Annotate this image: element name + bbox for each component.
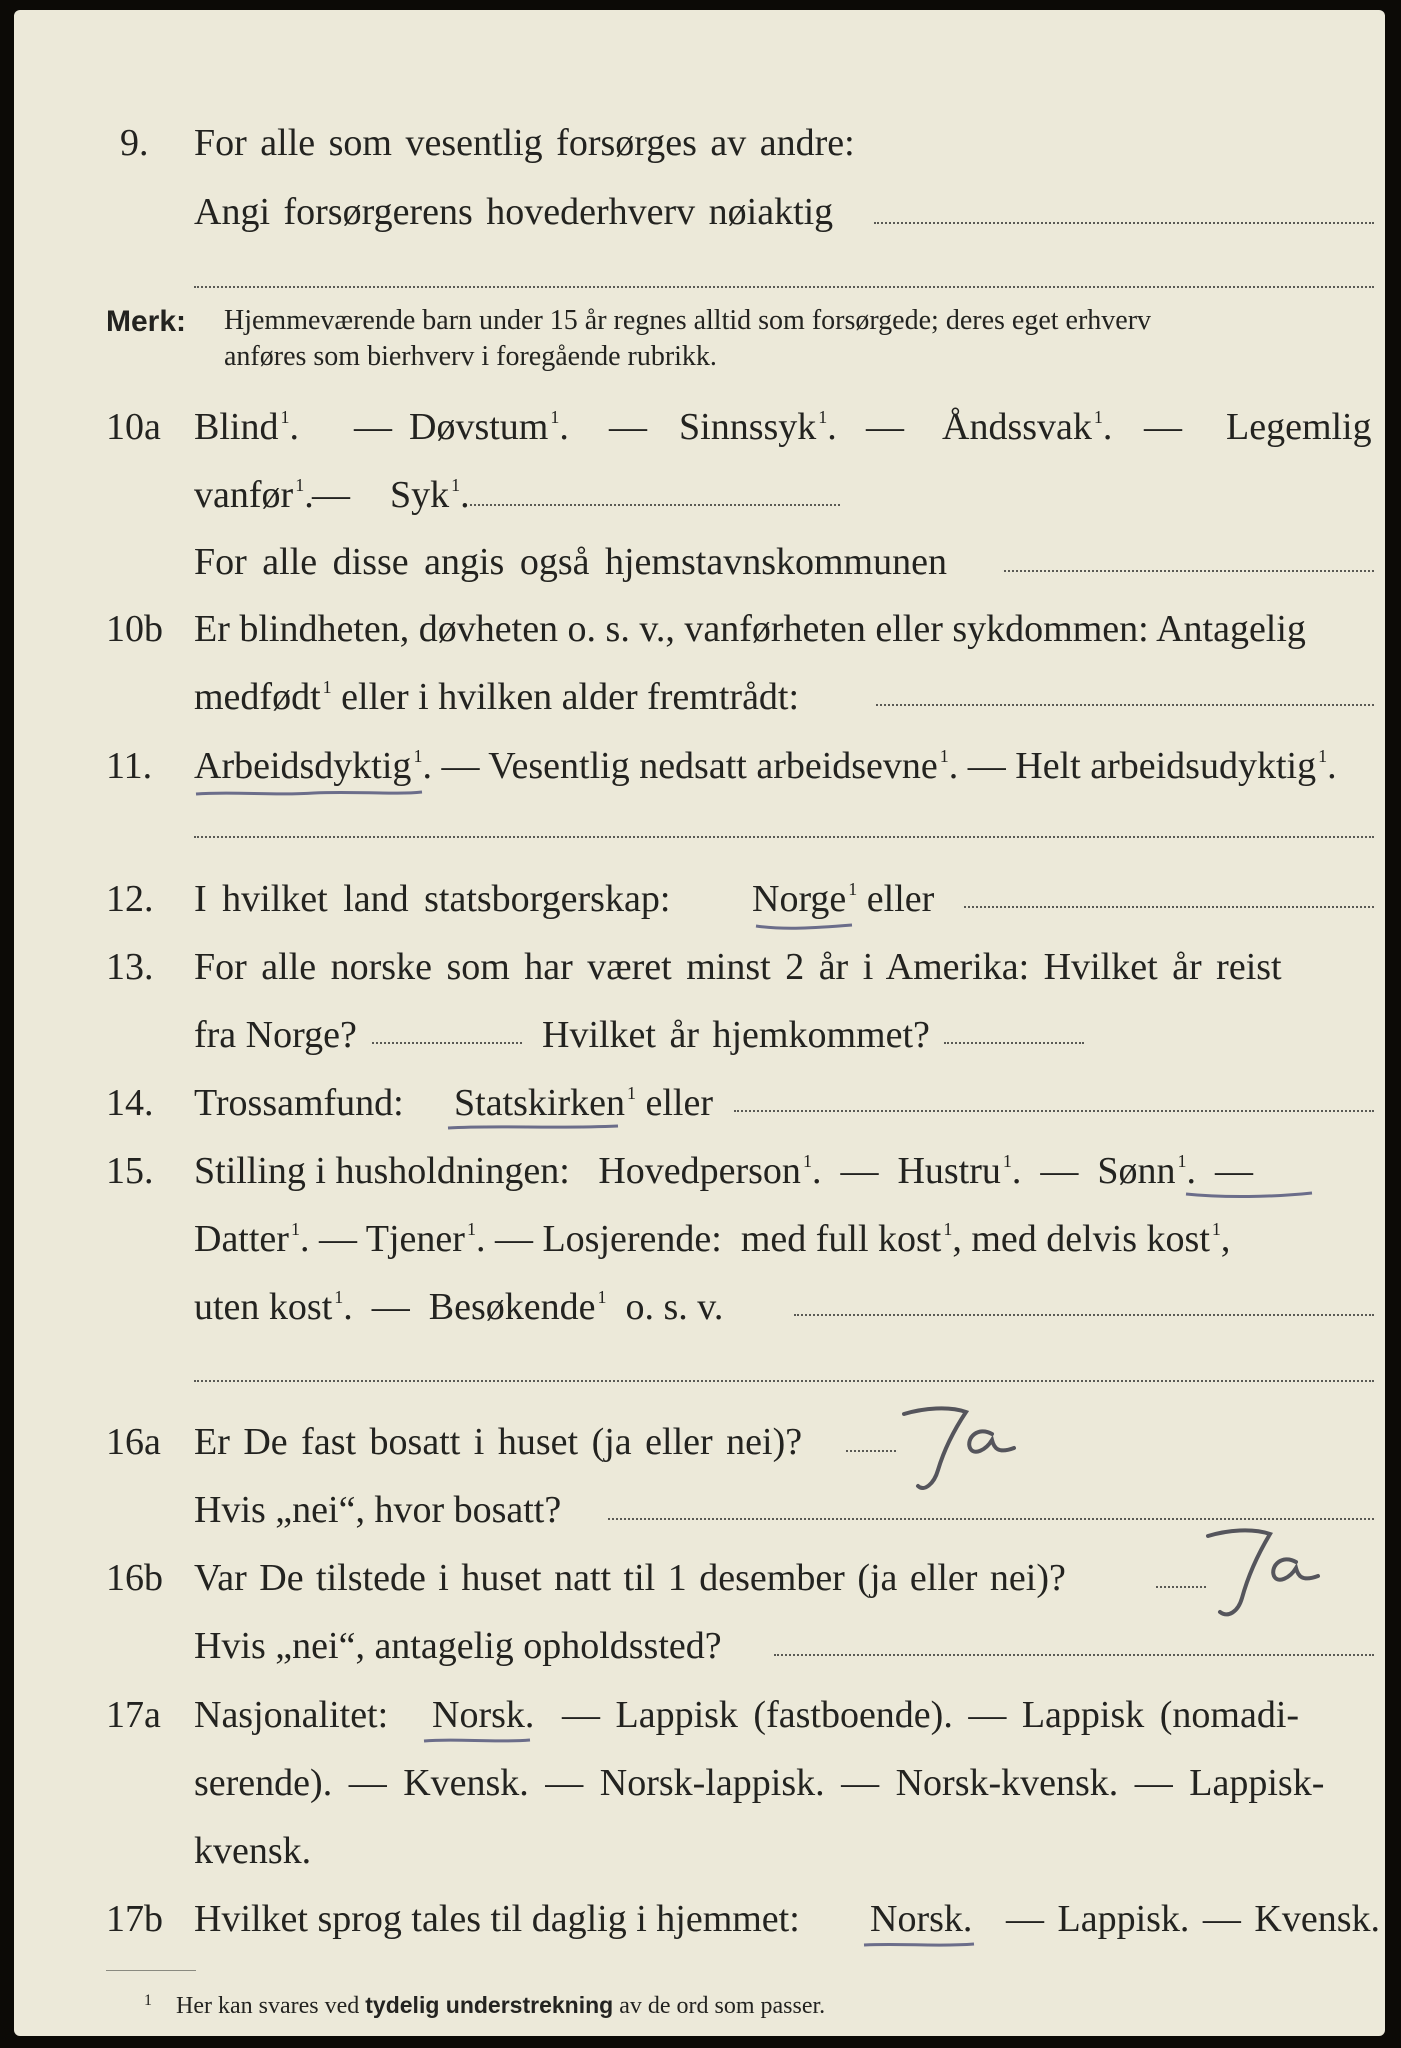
- q13-line2a: fra Norge?: [194, 1014, 357, 1056]
- q11-answer-line: [194, 836, 1374, 838]
- q16a-handwritten-answer: [874, 1400, 1024, 1505]
- q17a-number: 17a: [106, 1694, 161, 1736]
- q15-opt-sonn[interactable]: Sønn: [1097, 1150, 1176, 1192]
- q14-underline-statskirken: [446, 1122, 621, 1127]
- q10a-line3: For alle disse angis også hjemstavnskommunen: [194, 541, 947, 583]
- q17a-line1-rest: — Lappisk (fastboende). — Lappisk (nomadi-: [562, 1694, 1300, 1736]
- q17a-line3: kvensk.: [194, 1830, 312, 1872]
- q17b-underline-norsk: [862, 1940, 976, 1945]
- q16b-handwritten-answer: [1174, 1520, 1324, 1635]
- q15-line2: Datter $^1$. — Tjener $^1$. — Losjerende: med full kost $^1$, med delvis kost $^1$,: [194, 1218, 1231, 1260]
- q14-text: Trossamfund:: [194, 1082, 404, 1124]
- merk-label: Merk:: [106, 305, 187, 338]
- q17b-number: 17b: [106, 1898, 163, 1940]
- q17b-text: Hvilket sprog tales til daglig i hjemmet:: [194, 1898, 800, 1940]
- merk-line1: Hjemmeværende barn under 15 år regnes alltid som forsørgede; deres eget erhverv: [224, 305, 1152, 336]
- merk-line2: anføres som bierhverv i foregående rubrikk.: [224, 341, 717, 372]
- q10a-andssvak: Åndssvak $^1$.: [942, 406, 1113, 448]
- q13-line1: For alle norske som har været minst 2 år i Amerika: Hvilket år reist: [194, 946, 1282, 988]
- q10a-dash-3: —: [866, 406, 904, 448]
- q14-opt-statskirken[interactable]: Statskirken $^1$ eller: [454, 1082, 713, 1124]
- q12-text: I hvilket land statsborgerskap:: [194, 878, 671, 920]
- q14-number: 14.: [106, 1082, 154, 1124]
- q15-line1: Stilling i husholdningen: Hovedperson $^1$. — Hustru $^1$. — Sønn $^1$. —: [194, 1150, 1254, 1192]
- q13-reist-line: [372, 1042, 522, 1044]
- q15-number: 15.: [106, 1150, 154, 1192]
- q10a-syk: Syk $^1$.: [390, 474, 470, 516]
- q16b-number: 16b: [106, 1557, 163, 1599]
- q17a-opt-norsk[interactable]: Norsk.: [432, 1694, 535, 1736]
- q17b-rest: — Lappisk. — Kvensk.: [1006, 1898, 1381, 1940]
- q9-answer-line: [874, 222, 1374, 224]
- q9-line1: For alle som vesentlig forsørges av andre:: [194, 122, 855, 164]
- q11-underline-arbeidsdyktig: [194, 788, 424, 793]
- q10b-number: 10b: [106, 608, 163, 650]
- q11-opt-arbeidsdyktig[interactable]: Arbeidsdyktig: [194, 745, 412, 787]
- q13-hjemkommet-line: [944, 1042, 1084, 1044]
- q17a-label: Nasjonalitet:: [194, 1694, 389, 1736]
- q14-answer-line: [734, 1110, 1374, 1112]
- q15-answer-line-2: [194, 1380, 1374, 1382]
- q10b-answer-line: [876, 704, 1374, 706]
- q15-answer-line: [794, 1314, 1374, 1316]
- q17a-line2: serende). — Kvensk. — Norsk-lappisk. — Norsk-kvensk. — Lappisk-: [194, 1762, 1325, 1804]
- q12-opt-norge[interactable]: Norge $^1$ eller: [752, 878, 935, 920]
- q17a-underline-norsk: [422, 1736, 532, 1741]
- footnote: $^1$ Her kan svares ved tydelig understrekning av de ord som passer.: [144, 1992, 826, 2019]
- q16a-line1: Er De fast bosatt i huset (ja eller nei)?: [194, 1421, 803, 1463]
- q10a-dash-5: —: [312, 474, 350, 516]
- q9-answer-line-2: [194, 286, 1374, 288]
- q16b-oppholdssted-line: [774, 1654, 1374, 1656]
- q10a-dash-2: —: [609, 406, 647, 448]
- q10a-dovstum: Døvstum $^1$.: [409, 406, 569, 448]
- q10a-blind: Blind $^1$.: [194, 406, 299, 448]
- q16a-number: 16a: [106, 1421, 161, 1463]
- q12-answer-line: [964, 906, 1374, 908]
- q10a-legemlig: Legemlig: [1226, 406, 1372, 448]
- q16a-line2: Hvis „nei“, hvor bosatt?: [194, 1489, 562, 1531]
- q17b-opt-norsk[interactable]: Norsk.: [870, 1898, 973, 1940]
- q10a-dash-4: —: [1144, 406, 1182, 448]
- q16b-line1: Var De tilstede i huset natt til 1 desember (ja eller nei)?: [194, 1557, 1066, 1599]
- q15-underline-sonn: [1184, 1190, 1314, 1195]
- q10b-line2: medfødt $^1$ eller i hvilken alder fremtrådt:: [194, 676, 800, 718]
- q10a-dash-1: —: [354, 406, 392, 448]
- q9-number: 9.: [120, 122, 149, 164]
- q10a-hjemstavn-line: [1004, 570, 1374, 572]
- footnote-separator: [106, 1970, 196, 1971]
- q10a-number: 10a: [106, 406, 161, 448]
- q10b-line1: Er blindheten, døvheten o. s. v., vanførheten eller sykdommen: Antagelig: [194, 608, 1306, 650]
- q15-line3: uten kost $^1$. — Besøkende $^1$ o. s. v.: [194, 1286, 724, 1328]
- q13-number: 13.: [106, 946, 154, 988]
- q13-line2b: Hvilket år hjemkommet?: [542, 1014, 930, 1056]
- q12-number: 12.: [106, 878, 154, 920]
- census-form-page: [14, 10, 1385, 2036]
- q9-line2: Angi forsørgerens hovederhverv nøiaktig: [194, 191, 834, 233]
- q10a-sinnssyk: Sinnssyk $^1$.: [679, 406, 837, 448]
- q16b-line2: Hvis „nei“, antagelig opholdssted?: [194, 1625, 722, 1667]
- q11-options: Arbeidsdyktig $^1$. — Vesentlig nedsatt arbeidsevne $^1$. — Helt arbeidsudyktig $^1$.: [194, 745, 1337, 787]
- q10a-vanfor: vanfør $^1$.: [194, 474, 314, 516]
- q12-underline-norge: [754, 922, 854, 927]
- q11-number: 11.: [106, 745, 153, 787]
- q10a-answer-line: [470, 504, 840, 506]
